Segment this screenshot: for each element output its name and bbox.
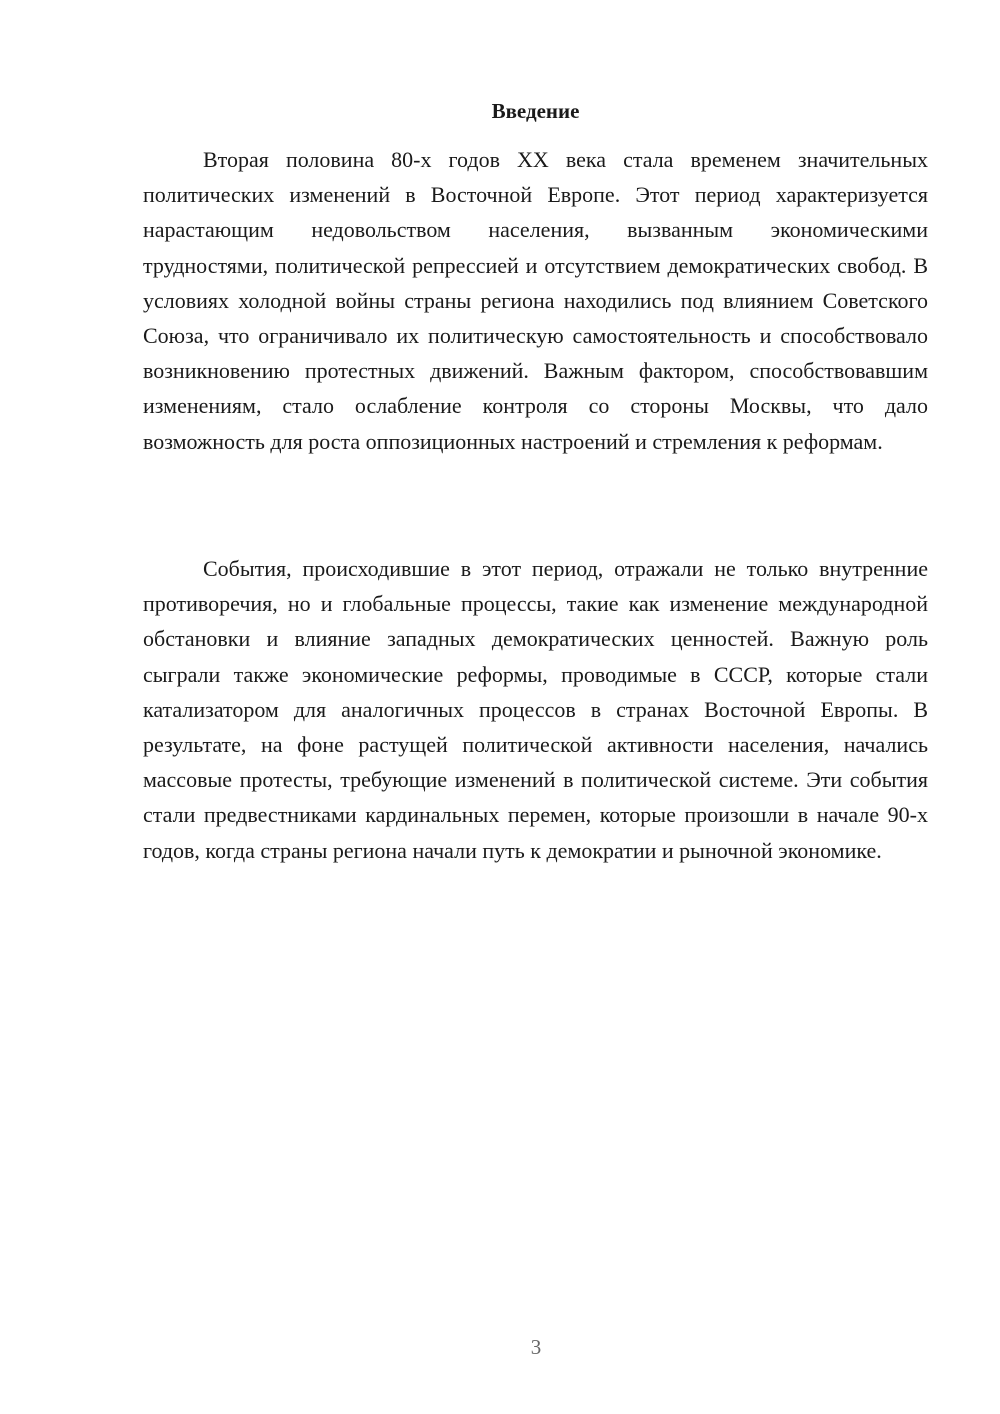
paragraph-1: Вторая половина 80-х годов XX века стала временем значительных политических изменений в Восточной Европе. Этот период характеризуется нарастающим недовольством населения, вызванным экономическими трудностями, политической репрессией и отсутствием демократических свобод. В условиях холодной войны страны региона находились под влиянием Советского Союза, что ограничивало их политическую самостоятельность и способствовало возникновению протестных движений. Важным фактором, способствовавшим изменениям, стало ослабление контроля со стороны Москвы, что дало возможность для роста оппозиционных настроений и стремления к реформам.: [143, 147, 928, 454]
paragraph-2: События, происходившие в этот период, отражали не только внутренние противоречия, но и глобальные процессы, такие как изменение международной обстановки и влияние западных демократических ценностей. Важную роль сыграли также экономические реформы, проводимые в СССР, которые стали катализатором для аналогичных процессов в странах Восточной Европы. В результате, на фоне растущей политической активности населения, начались массовые протесты, требующие изменений в политической системе. Эти события стали предвестниками кардинальных перемен, которые произошли в начале 90-х годов, когда страны региона начали путь к демократии и рыночной экономике.: [143, 556, 928, 863]
section-heading: Введение: [491, 99, 580, 123]
page-number: 3: [530, 1335, 542, 1359]
